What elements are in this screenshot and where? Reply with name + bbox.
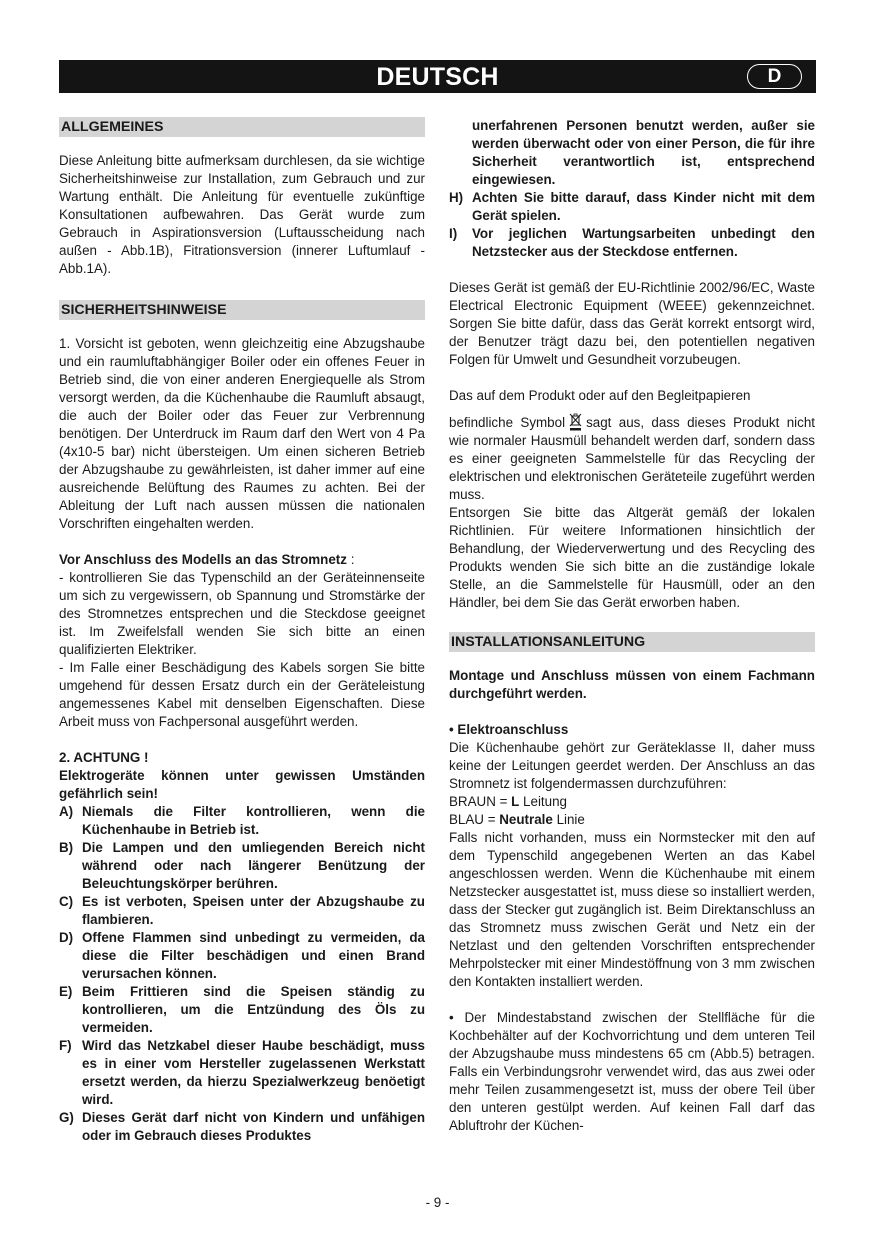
allgemeines-paragraph: Diese Anleitung bitte aufmerksam durchlesen, da sie wichtige Sicherheitshinweise zur Installation, zum Gebrauch und zur Wartung enthält. Die Anleitung für eventuelle zukünftige Konsultationen aufbewahren. Das Gerät wurde zum Gebrauch in Aspirationsversion (Luftausscheidung nach außen - Abb.1B), Fitrationsversion (innerer Luftumlauf - Abb.1A). (59, 153, 425, 276)
list-item-text: Wird das Netzkabel dieser Haube beschädigt, muss es in einer vom Hersteller zugelassenen Werkstatt ersetzt werden, da hierzu Spezialwerkzeug benöetigt wird. (82, 1038, 425, 1107)
blau-bold: Neutrale (499, 812, 553, 827)
elektroanschluss-title: • Elektroanschluss (449, 722, 569, 737)
anschluss-title: Vor Anschluss des Modells an das Stromnetz (59, 552, 347, 567)
achtung-title: 2. ACHTUNG ! (59, 750, 149, 765)
list-item-label: A) (59, 804, 74, 819)
list-item-label: B) (59, 840, 74, 855)
anschluss-paragraph-2: - Im Falle einer Beschädigung des Kabels sorgen Sie bitte umgehend für dessen Ersatz durch ein der Geräteleistung angemessenes Kabel mit denselben Eigenschaften. Diese Arbeit muss von Fachpersonal ausgeführt werden. (59, 660, 425, 729)
list-item-label: E) (59, 984, 73, 999)
list-item-label: F) (59, 1038, 72, 1053)
elektroanschluss-paragraph: Die Küchenhaube gehört zur Geräteklasse II, daher muss keine der Leitungen geerdet werden. Der Anschluss an das Stromnetz ist folgendermassen durchzuführen: (449, 740, 815, 791)
symbol-intro: Das auf dem Produkt oder auf den Begleitpapieren (449, 388, 751, 403)
braun-line (449, 793, 815, 811)
list-item-text: Achten Sie bitte darauf, dass Kinder nicht mit dem Gerät spielen. (472, 190, 815, 223)
list-item-text: Die Lampen und den umliegenden Bereich nicht während oder nach längerer Benützung der Beleuchtungskörper berühren. (82, 840, 425, 891)
anschluss-paragraph-1: - kontrollieren Sie das Typenschild an der Geräteinnenseite um sich zu vergewissern, ob Spannung und Stromstärke der des Stromnetzes entsprechen und die Steckdose geeignet ist. Im Zweifelsfall wenden Sie sich bitte an einen qualifizierten Elektriker. (59, 570, 425, 657)
list-item (449, 189, 815, 225)
list-item-label: G) (59, 1110, 74, 1125)
list-item-text: Offene Flammen sind unbedingt zu vermeiden, da diese die Filter beschädigen und einen Brand verursachen können. (82, 930, 425, 981)
anschluss-heading (59, 551, 425, 569)
list-item-label: I) (449, 226, 458, 241)
list-item-text: Beim Frittieren sind die Speisen ständig zu kontrollieren, um die Entzündung des Öls zu vermeiden. (82, 984, 425, 1035)
list-item-text: Dieses Gerät darf nicht von Kindern und unfähigen oder im Gebrauch dieses Produktes (82, 1110, 425, 1143)
list-item (59, 893, 425, 929)
braun-bold: L (511, 794, 520, 809)
section-heading-installation: INSTALLATIONSANLEITUNG (449, 632, 815, 652)
list-item (59, 839, 425, 893)
symbol-paragraph (449, 413, 815, 504)
blau-line (449, 811, 815, 829)
blau-suffix: Linie (552, 812, 585, 827)
anschluss-colon: : (346, 552, 355, 567)
symbol-before-text: befindliche Symbol (449, 415, 566, 430)
language-badge: D (747, 64, 802, 89)
section-heading-allgemeines: ALLGEMEINES (59, 117, 425, 137)
list-item-text: Es ist verboten, Speisen unter der Abzugshaube zu flambieren. (82, 894, 425, 927)
netzstecker-paragraph: Falls nicht vorhanden, muss ein Normstecker mit den auf dem Typenschild angegebenen Werten an das Kabel angeschlossen werden. Wenn die Küchenhaube mit einem Netzstecker ausgestattet ist, muss diese so installiert werden, dass der Stecker gut zugänglich ist. Beim Direktanschluss an das Stromnetz muss zwischen Gerät und Netz ein der Netzlast und den geltenden Vorschriften entsprechender Mehrpolstecker mit einer Mindestöffnung von 3 mm zwischen den Kontakten installiert werden. (449, 830, 815, 989)
list-item-text: Vor jeglichen Wartungsarbeiten unbedingt den Netzstecker aus der Steckdose entfernen. (472, 226, 815, 259)
entsorgen-paragraph: Entsorgen Sie bitte das Altgerät gemäß der lokalen Richtlinien. Für weitere Informationen hinsichtlich der Behandlung, der Wiederverwertung und des Recycling des Produkts wenden Sie sich bitte an die zuständige lokale Stelle, an die Sammelstelle für Hausmüll, oder an den Händler, bei dem Sie das Gerät erworben haben. (449, 505, 815, 610)
sicherheit-point-1: 1. Vorsicht ist geboten, wenn gleichzeitig eine Abzugshaube und ein raumluftabhängiger Boiler oder ein offenes Feuer in Betrieb sind, die von einer anderen Energiequelle als Strom versorgt werden, da die Küchenhaube die Raumluft absaugt, die auch der Boiler oder das Feuer zur Verbrennung benötigen. Der Unterdruck im Raum darf den Wert von 4 Pa (4x10-5 bar) nicht übersteigen. Um einen sicheren Betrieb der Abzugshaube zu gewährleisten, ist daher immer auf eine ausreichende Belüftung des Raumes zu achten. Bei der Ableitung der Luft nach aussen müssen die nationalen Vorschriften eingehalten werden. (59, 336, 425, 531)
list-item-g-continued: unerfahrenen Personen benutzt werden, außer sie werden überwacht oder von einer Person, die für ihre Sicherheit verantwortlich ist, entsprechend eingewiesen. (472, 118, 815, 187)
list-item (59, 929, 425, 983)
header-bar (59, 60, 816, 93)
blau-prefix: BLAU = (449, 812, 500, 827)
page-title: DEUTSCH (376, 63, 499, 91)
symbol-after-text: sagt aus, dass dieses Produkt nicht wie normaler Hausmüll behandelt werden darf, sondern dass es einer geeigneten Sammelstelle für das Recycling der elektrischen und elektronischen Geräteteile zugeführt werden muss. (449, 415, 815, 502)
list-item-label: H) (449, 190, 464, 205)
section-heading-sicherheit: SICHERHEITSHINWEISE (59, 300, 425, 320)
list-item (59, 803, 425, 839)
braun-prefix: BRAUN = (449, 794, 512, 809)
left-column (59, 117, 425, 1145)
crossed-bin-icon (569, 413, 582, 431)
list-item (59, 1037, 425, 1109)
list-item-label: D) (59, 930, 74, 945)
list-item-label: C) (59, 894, 74, 909)
list-item-text: Niemals die Filter kontrollieren, wenn die Küchenhaube in Betrieb ist. (82, 804, 425, 837)
right-column (449, 117, 815, 1135)
weee-paragraph: Dieses Gerät ist gemäß der EU-Richtlinie 2002/96/EC, Waste Electrical Electronic Equipment (WEEE) gekennzeichnet. Sorgen Sie bitte dafür, dass das Gerät korrekt entsorgt wird, der Benutzer trägt dazu bei, den potentiellen negativen Folgen für Umwelt und Gesundheit vorzubeugen. (449, 280, 815, 367)
list-item (449, 225, 815, 261)
page-number: - 9 - (425, 1195, 450, 1210)
list-item (59, 983, 425, 1037)
achtung-intro: Elektrogeräte können unter gewissen Umständen gefährlich sein! (59, 768, 425, 801)
installation-intro: Montage und Anschluss müssen von einem Fachmann durchgeführt werden. (449, 668, 815, 701)
list-item (59, 1109, 425, 1145)
braun-suffix: Leitung (519, 794, 567, 809)
mindestabstand-paragraph: • Der Mindestabstand zwischen der Stellfläche für die Kochbehälter auf der Kochvorrichtung und dem unteren Teil der Abzugshaube muss mindestens 65 cm (Abb.5) betragen. Falls ein Verbindungsrohr verwendet wird, das aus zwei oder mehr Teilen zusammengesetzt ist, muss der obere Teil über den unteren gestülpt werden. Auf keinen Fall darf das Abluftrohr der Küchen- (449, 1010, 815, 1133)
